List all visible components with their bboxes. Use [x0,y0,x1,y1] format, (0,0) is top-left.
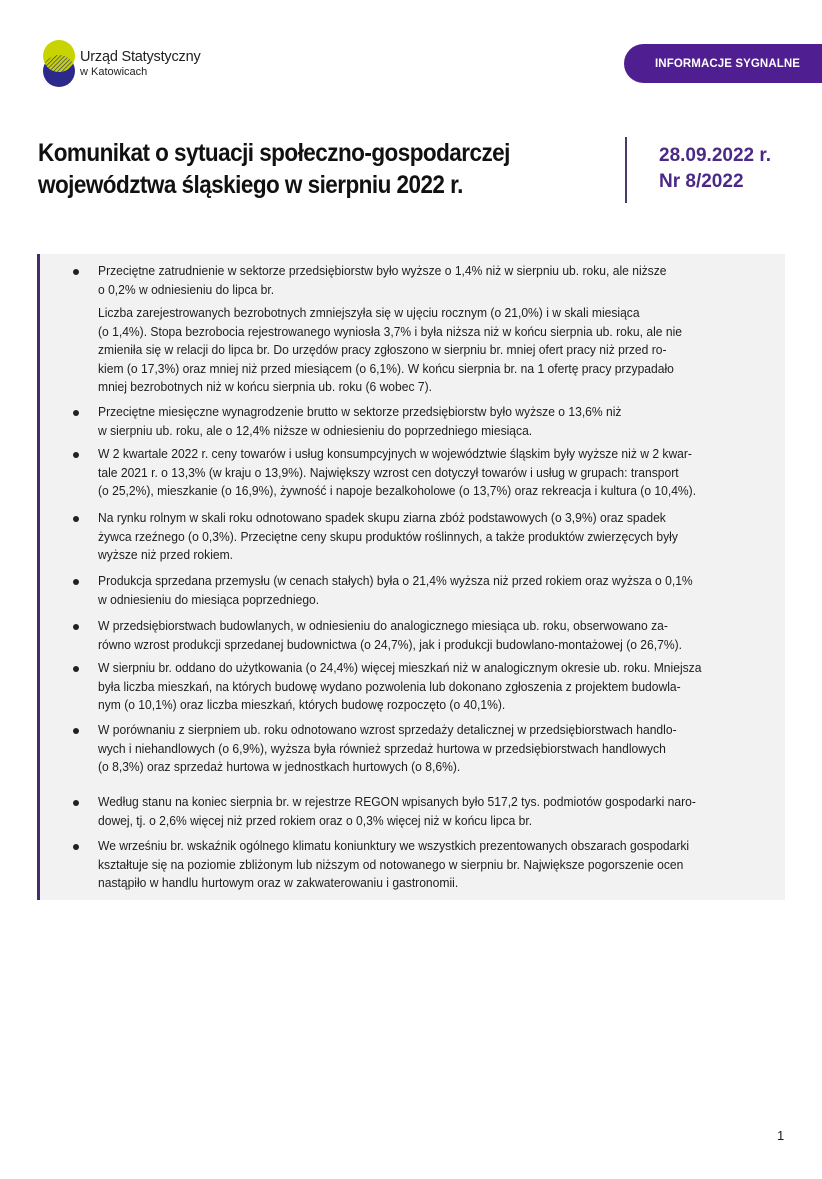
highlight-text: W sierpniu br. oddano do użytkowania (o 24,4%) więcej mieszkań niż w analogicznym okresie ub. roku. Mniejsza była liczba mieszkań, na których budowę wydano pozwolenia lub dokonano zgłoszenia z projektem budowla- nym (o 10,1%) oraz liczba mieszkań, których budowę rozpoczęto (o 40,1%). [98,660,702,712]
bullet-icon [73,452,79,458]
highlight-text: Przeciętne miesięczne wynagrodzenie brutto w sektorze przedsiębiorstw było wyższe o 13,6% niż w sierpniu ub. roku, ale o 12,4% niższe w odniesieniu do poprzedniego miesiąca. [98,404,622,438]
bullet-icon [73,516,79,522]
highlight-text: W przedsiębiorstwach budowlanych, w odniesieniu do analogicznego miesiąca ub. roku, obserwowano za- równo wzrost produkcji sprzedanej budownictwa (o 24,7%), jak i produkcji budowlano-montażowej (o 26,7%). [98,618,682,652]
bullet-icon [73,624,79,630]
publication-meta [659,143,771,195]
header-divider [625,137,627,203]
bullet-icon [73,800,79,806]
publication-number: Nr 8/2022 [659,171,744,192]
bullet-icon [73,844,79,850]
title-line-1: Komunikat o sytuacji społeczno-gospodarczej [38,139,510,167]
highlight-text: We wrześniu br. wskaźnik ogólnego klimatu koniunktury we wszystkich prezentowanych obszarach gospodarki kształtuje się na poziomie zbliżonym lub niższym od notowanego w sierpniu br. Największe pogorszenie ocen nastąpiło w handlu hurtowym oraz w zakwaterowaniu i gastronomii. [98,838,690,890]
logo [42,40,201,88]
highlight-text: Na rynku rolnym w skali roku odnotowano spadek skupu ziarna zbóż podstawowych (o 3,9%) oraz spadek żywca rzeźnego (o 0,3%). Przeciętne ceny skupu produktów roślinnych, a także produktów zwierzęcych były wyższe niż przed rokiem. [98,510,678,562]
bullet-icon [73,410,79,416]
bullet-icon [73,579,79,585]
page-number: 1 [777,1128,785,1143]
highlight-text: Produkcja sprzedana przemysłu (w cenach stałych) była o 21,4% wyższa niż przed rokiem oraz wyższa o 0,1% w odniesieniu do miesiąca poprzedniego. [98,573,693,607]
page-title [38,137,542,201]
logo-title: Urząd Statystyczny [80,48,201,65]
logo-circles-icon [42,40,76,88]
highlight-text: W porównaniu z sierpniem ub. roku odnotowano wzrost sprzedaży detalicznej w przedsiębiorstwach handlo- wych i niehandlowych (o 6,9%), wyższa była również sprzedaż hurtowa w przedsiębiorstwach handlowych (o 8,3%) oraz sprzedaż hurtowa w jednostkach hurtowych (o 8,6%). [98,722,677,774]
highlights-panel [37,254,785,900]
bullet-icon [73,666,79,672]
bullet-icon [73,728,79,734]
bullet-icon [73,269,79,275]
publication-date: 28.09.2022 r. [659,145,771,166]
informacje-sygnalne-badge: INFORMACJE SYGNALNE [624,44,822,83]
logo-subtitle: w Katowicach [80,66,148,79]
highlight-text: W 2 kwartale 2022 r. ceny towarów i usług konsumpcyjnych w województwie śląskim były wyższe niż w 2 kwar- tale 2021 r. o 13,3% (w kraju o 13,9%). Największy wzrost cen dotyczył towarów i usług w grupach: transport (o 25,2%), mieszkanie (o 16,9%), żywność i napoje bezalkoholowe (o 13,7%) oraz rekreacja i kultura (o 10,4%). [98,446,697,498]
highlight-text: Liczba zarejestrowanych bezrobotnych zmniejszyła się w ujęciu rocznym (o 21,0%) i w skali miesiąca (o 1,4%). Stopa bezrobocia rejestrowanego wyniosła 3,7% i była niższa niż w końcu sierpnia ub. roku, ale nie zmieniła się w relacji do lipca br. Do urzędów pracy zgłoszono w sierpniu br. mniej ofert pracy niż przed ro- kiem (o 17,3%) oraz mniej niż przed miesiącem (o 6,1%). W końcu sierpnia br. na 1 ofertę pracy przypadało mniej bezrobotnych niż w końcu sierpnia ub. roku (6 wobec 7). [98,305,682,394]
highlight-text: Przeciętne zatrudnienie w sektorze przedsiębiorstw było wyższe o 1,4% niż w sierpniu ub. roku, ale niższe o 0,2% w odniesieniu do lipca br. [98,263,667,297]
title-line-2: województwa śląskiego w sierpniu 2022 r. [38,171,463,199]
highlight-text: Według stanu na koniec sierpnia br. w rejestrze REGON wpisanych było 517,2 tys. podmiotów gospodarki naro- dowej, tj. o 2,6% więcej niż przed rokiem oraz o 0,3% więcej niż w końcu lipca br. [98,794,696,828]
